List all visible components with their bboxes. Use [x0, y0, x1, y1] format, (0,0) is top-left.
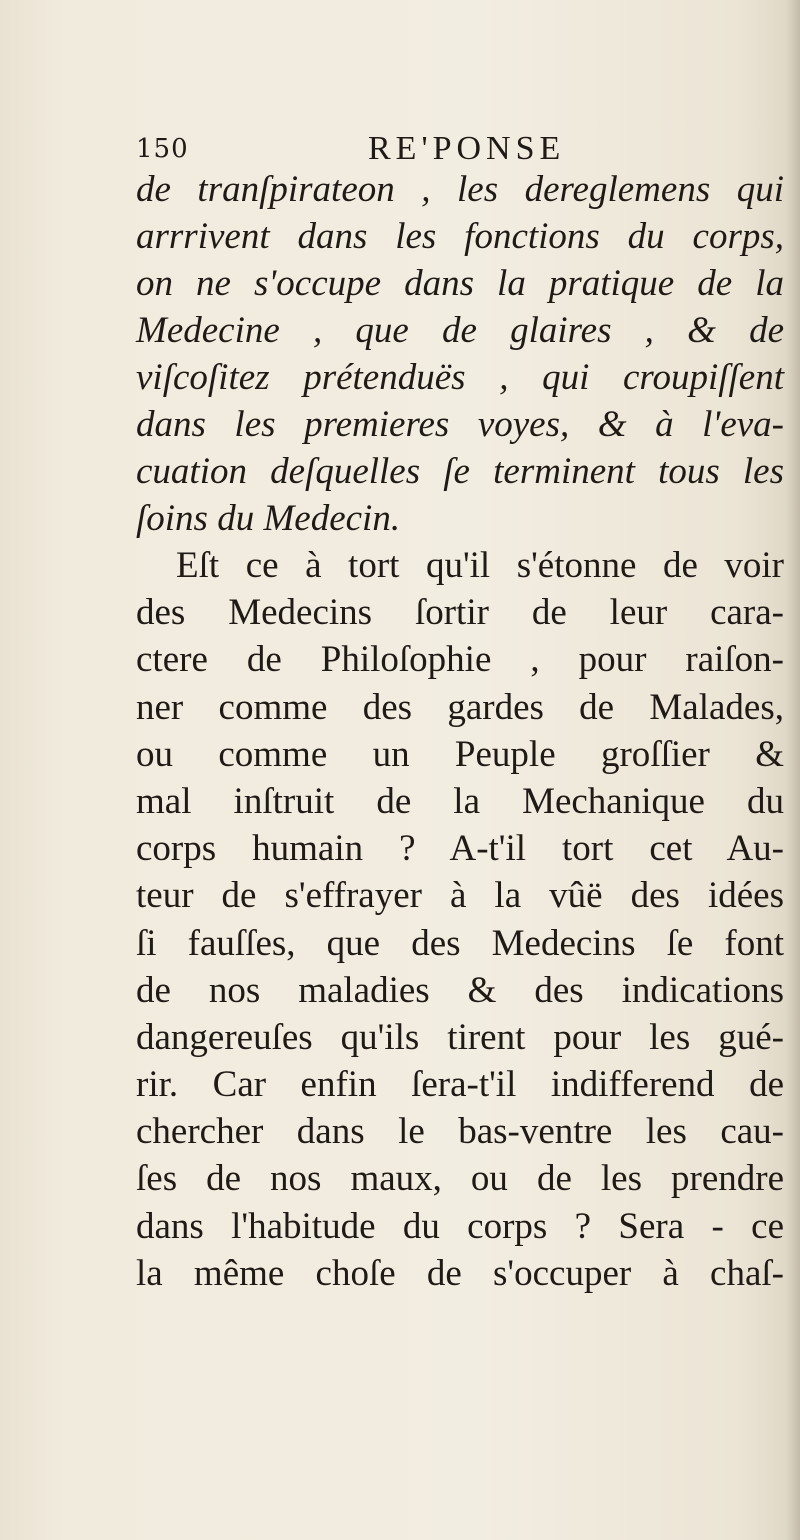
- text-line: de nos maladies & des indications: [136, 969, 784, 1011]
- text-line: cuation deſquelles ſe terminent tous les: [136, 451, 784, 492]
- text-line: ctere de Philoſophie , pour raiſon-: [136, 639, 784, 681]
- text-line: chercher dans le bas-ventre les cau-: [136, 1111, 784, 1153]
- italic-paragraph: [136, 166, 784, 542]
- text-line: ou comme un Peuple groſſier &: [136, 733, 784, 775]
- text-line: des Medecins ſortir de leur cara-: [136, 592, 784, 634]
- text-line: ner comme des gardes de Malades,: [136, 686, 784, 728]
- page-text: [136, 166, 784, 1297]
- text-line: ſes de nos maux, ou de les prendre: [136, 1158, 784, 1200]
- text-line: Eſt ce à tort qu'il s'étonne de voir: [176, 545, 784, 586]
- page-number: 150: [136, 134, 189, 164]
- text-line: ſoins du Medecin.: [136, 498, 401, 539]
- text-line: dans les premieres voyes, & à l'eva-: [136, 404, 784, 445]
- page-edge-shadow: [786, 0, 800, 1540]
- text-line: teur de s'effrayer à la vûë des idées: [136, 875, 784, 917]
- text-line: ſi fauſſes, que des Medecins ſe font: [136, 922, 784, 964]
- text-line: rir. Car enfin ſera-t'il indifferend de: [136, 1064, 784, 1106]
- text-line: dans l'habitude du corps ? Sera - ce: [136, 1205, 784, 1247]
- text-line: corps humain ? A-t'il tort cet Au-: [136, 828, 784, 870]
- text-line: dangereuſes qu'ils tirent pour les gué-: [136, 1016, 784, 1058]
- running-head: RE'PONSE: [368, 130, 566, 167]
- text-line: la même choſe de s'occuper à chaſ-: [136, 1252, 784, 1294]
- text-line: Medecine , que de glaires , & de: [136, 310, 784, 351]
- text-line: viſcoſitez prétenduës , qui croupiſſent: [136, 357, 784, 398]
- text-line: arrrivent dans les fonctions du corps,: [136, 216, 784, 257]
- roman-paragraph: [136, 542, 784, 1297]
- text-line: mal inſtruit de la Mechanique du: [136, 780, 784, 822]
- text-line: de tranſpirateon , les dereglemens qui: [136, 169, 784, 210]
- text-line: on ne s'occupe dans la pratique de la: [136, 263, 784, 304]
- page-header: [136, 130, 776, 170]
